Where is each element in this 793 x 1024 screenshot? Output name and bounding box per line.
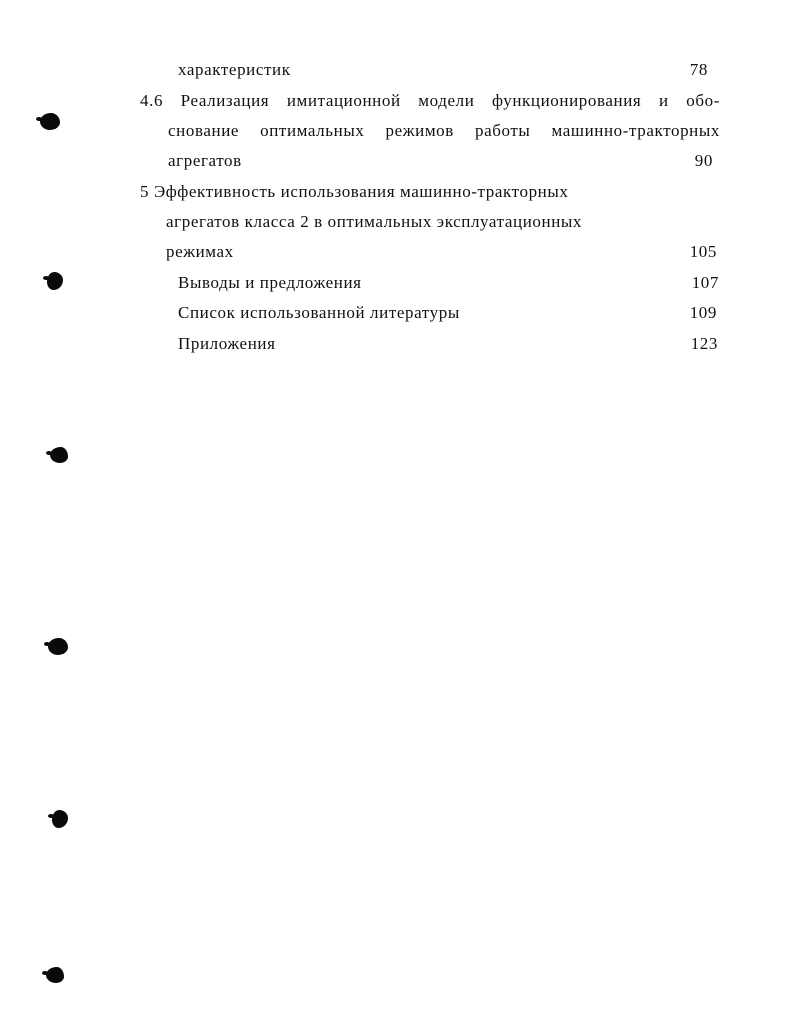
toc-entry-text: Выводы и предложения	[178, 273, 362, 292]
toc-entry-text: характеристик	[178, 60, 291, 79]
binder-hole-mark	[50, 447, 68, 463]
toc-entry-text: Список использованной литературы	[178, 303, 460, 322]
binder-hole-mark	[48, 638, 68, 655]
toc-entry-line: агрегатов	[168, 151, 242, 170]
toc-page-number: 109	[689, 303, 717, 322]
toc-entry-text: Приложения	[178, 334, 276, 353]
toc-entry-line: агрегатов класса 2 в оптимальных эксплуатационных	[166, 212, 583, 231]
binder-hole-mark	[52, 810, 68, 828]
toc-page-number: 78	[689, 60, 708, 79]
toc-entry-line: режимах	[166, 242, 234, 261]
binder-hole-mark	[40, 113, 60, 130]
binder-hole-mark	[46, 967, 64, 983]
binder-hole-mark	[47, 272, 63, 290]
toc-page-number: 107	[691, 273, 719, 292]
toc-page-number: 105	[689, 242, 717, 261]
toc-entry-line: 4.6 Реализация имитационной модели функционирования и обо-	[140, 91, 720, 110]
toc-entry-line: 5 Эффективность использования машинно-тракторных	[140, 182, 569, 201]
toc-page-number: 90	[694, 151, 713, 170]
toc-page-number: 123	[690, 334, 718, 353]
toc-entry-line: снование оптимальных режимов работы машинно-тракторных	[168, 121, 720, 140]
